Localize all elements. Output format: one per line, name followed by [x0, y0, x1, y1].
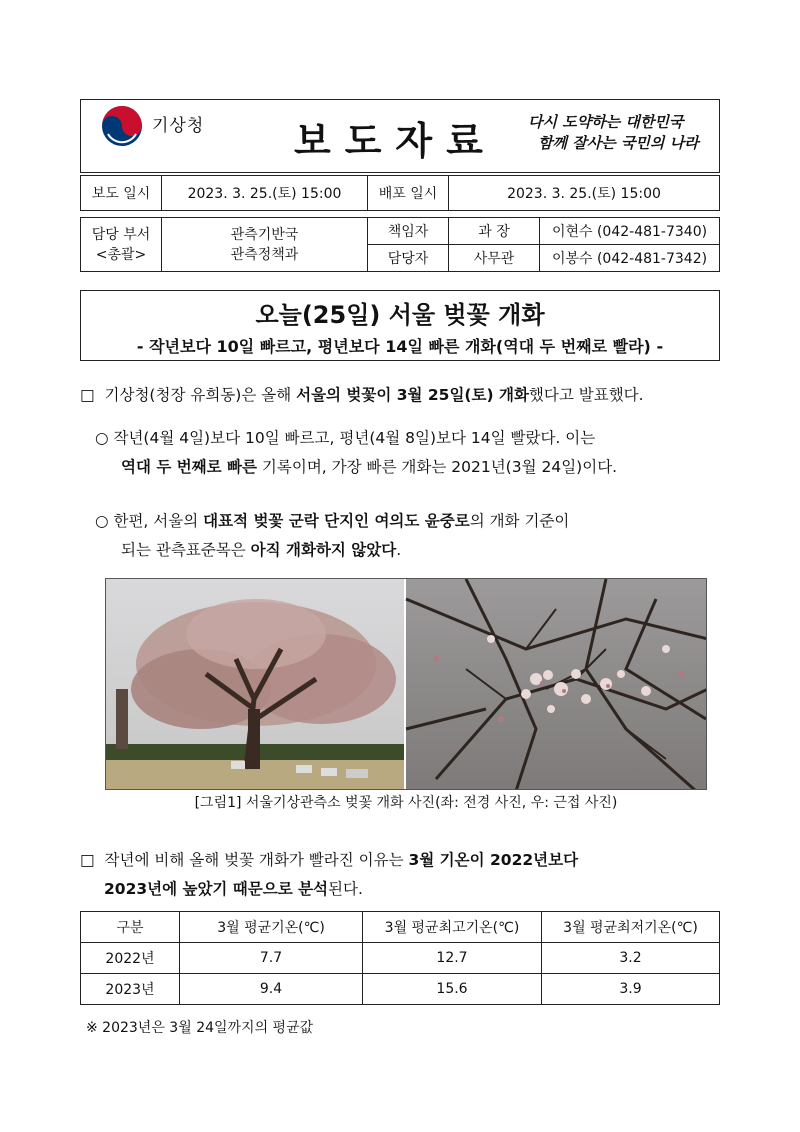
report-date-label: 보도 일시: [81, 176, 162, 211]
table-cell: 3.9: [542, 974, 720, 1005]
taegeuk-logo-icon: [100, 104, 144, 148]
para1-text-a: 기상청(청장 유희동)은 올해: [104, 386, 297, 404]
photo-illustration: [106, 579, 707, 790]
para4-line-2a: 2023년에 높았기 때문으로 분석: [104, 880, 329, 898]
subheadline: - 작년보다 10일 빠르고, 평년보다 14일 빠른 개화(역대 두 번째로 빨라) -: [136, 337, 664, 356]
square-bullet: □: [80, 851, 95, 869]
table-header: 3월 평균기온(℃): [180, 912, 363, 943]
para2-line-1: 작년(4월 4일)보다 10일 빠르고, 평년(4월 8일)보다 14일 빨랐다. 이는: [113, 429, 596, 447]
para3-line-2a: 되는 관측표준목은: [121, 541, 251, 559]
department-value: [162, 218, 368, 272]
para3-line-2b: 아직 개화하지 않았다: [250, 541, 397, 559]
staff-title: 사무관: [449, 245, 540, 272]
table-gap: [81, 211, 720, 218]
close-up-photo: [406, 579, 707, 790]
department-label: [81, 218, 162, 272]
para2-line-2-bold: 역대 두 번째로 빠른: [121, 458, 257, 476]
table-header: 구분: [81, 912, 180, 943]
headline: 오늘(25일) 서울 벚꽃 개화: [255, 301, 545, 329]
temperature-table: [80, 911, 720, 1005]
table-header: 3월 평균최저기온(℃): [542, 912, 720, 943]
table-cell: 2023년: [81, 974, 180, 1005]
slogan-line-2: 함께 잘사는 국민의 나라: [538, 134, 699, 152]
para2-line-2: 기록이며, 가장 빠른 개화는 2021년(3월 24일)이다.: [256, 458, 618, 476]
department-value-line-2: 관측정책과: [230, 246, 299, 263]
circle-bullet: ○: [95, 512, 109, 530]
table-cell: 15.6: [363, 974, 542, 1005]
para4-line-1b: 3월 기온이 2022년보다: [408, 851, 579, 869]
table-row: [81, 943, 720, 974]
para3-line-1c: 의 개화 기준이: [469, 512, 570, 530]
circle-bullet: ○: [95, 429, 109, 447]
department-value-line-1: 관측기반국: [230, 226, 299, 243]
distribution-date-value: 2023. 3. 25.(토) 15:00: [449, 176, 720, 211]
table-row: [81, 974, 720, 1005]
table-cell: 3.2: [542, 943, 720, 974]
paragraph-1: [80, 381, 644, 410]
table-cell: 9.4: [180, 974, 363, 1005]
logo-text: 기상청: [152, 116, 205, 135]
para1-text-c: 했다고 발표했다.: [528, 386, 644, 404]
paragraph-2: [95, 424, 617, 482]
department-label-line-2: <총괄>: [95, 246, 147, 263]
paragraph-3: [95, 507, 569, 565]
para4-line-1a: 작년에 비해 올해 벚꽃 개화가 빨라진 이유는: [104, 851, 409, 869]
para4-line-2b: 된다.: [328, 880, 363, 898]
paragraph-4: [80, 846, 578, 904]
report-date-value: 2023. 3. 25.(토) 15:00: [162, 176, 368, 211]
staff-label: 담당자: [368, 245, 449, 272]
table-header: 3월 평균최고기온(℃): [363, 912, 542, 943]
table-cell: 2022년: [81, 943, 180, 974]
slogan-line-1: 다시 도약하는 대한민국: [528, 113, 684, 131]
figure-caption: [그림1] 서울기상관측소 벚꽃 개화 사진(좌: 전경 사진, 우: 근접 사진): [194, 795, 618, 811]
press-info-table: [80, 175, 720, 272]
department-label-line-1: 담당 부서: [91, 226, 151, 243]
cherry-blossom-photos: [105, 578, 707, 790]
para3-line-2c: .: [396, 541, 402, 559]
footnote: ※ 2023년은 3월 24일까지의 평균값: [86, 1020, 314, 1036]
square-bullet: □: [80, 386, 95, 404]
staff-contact: 이봉수 (042-481-7342): [540, 245, 720, 272]
table-header-row: [81, 912, 720, 943]
responsible-title: 과 장: [449, 218, 540, 245]
table-cell: 12.7: [363, 943, 542, 974]
responsible-label: 책임자: [368, 218, 449, 245]
headline-box: [80, 290, 720, 361]
para3-line-1a: 한편, 서울의: [113, 512, 204, 530]
document-title: 보도자료: [294, 118, 497, 163]
para1-text-b: 서울의 벚꽃이 3월 25일(토) 개화: [296, 386, 529, 404]
para3-line-1b: 대표적 벚꽃 군락 단지인 여의도 윤중로: [203, 512, 470, 530]
distribution-date-label: 배포 일시: [368, 176, 449, 211]
wide-view-photo: [106, 579, 404, 790]
responsible-contact: 이현수 (042-481-7340): [540, 218, 720, 245]
table-cell: 7.7: [180, 943, 363, 974]
government-slogan: [528, 112, 713, 154]
